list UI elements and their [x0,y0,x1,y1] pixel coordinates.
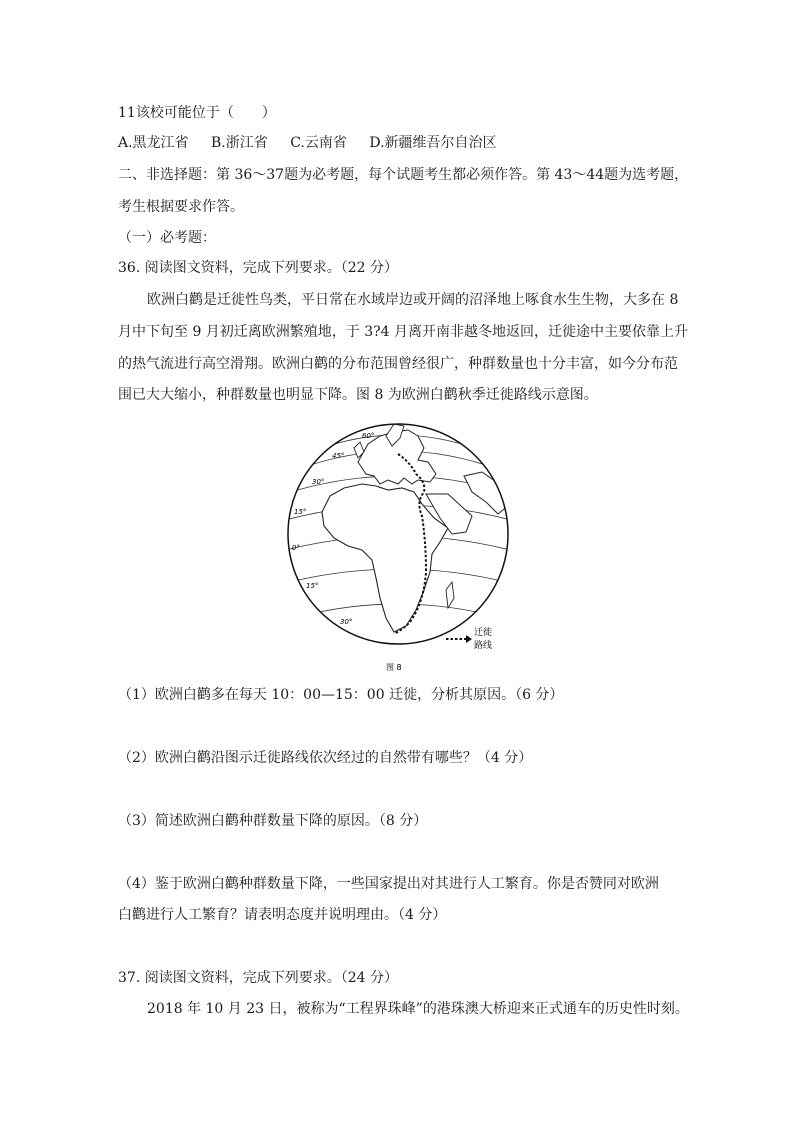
legend-label-line1: 迁徙 [474,628,493,638]
q11-stem: 11该校可能位于（ ） [118,105,276,121]
lat-label-15n: 15° [294,508,307,516]
q36-para-line3: 的热气流进行高空滑翔。欧洲白鹳的分布范围曾经很广，种群数量也十分丰富，如今分布范 [118,356,678,372]
q36-para-line4: 围已大大缩小，种群数量也明显下降。图 8 为欧洲白鹳秋季迁徙路线示意图。 [118,387,598,403]
legend-arrow-icon [466,635,472,643]
q11-options [118,134,515,152]
asia-edge [464,472,510,514]
migration-globe-figure [276,422,536,674]
q37-header: 37. 阅读图文资料，完成下列要求。（24 分） [118,970,398,986]
q36-sub3: （3）简述欧洲白鹳种群数量下降的原因。（8 分） [118,813,428,829]
figure-caption: 图 8 [386,663,402,672]
section2-line1: 二、非选择题：第 36～37题为必考题，每个试题考生都必须作答。第 43～44题为选考题， [118,167,689,183]
madagascar [446,582,454,608]
option-a: A.黑龙江省 [118,135,189,151]
option-c: C.云南省 [290,135,347,151]
q36-sub4-line1: （4）鉴于欧洲白鹳种群数量下降，一些国家提出对其进行人工繁育。你是否赞同对欧洲 [118,876,659,892]
lat-label-30n: 30° [312,478,325,486]
globe-svg [276,422,536,674]
section2-line2: 考生根据要求作答。 [118,199,244,215]
q36-sub2: （2）欧洲白鹳沿图示迁徙路线依次经过的自然带有哪些？（4 分） [118,750,533,766]
q37-line1: 2018 年 10 月 23 日，被称为“工程界珠峰”的港珠澳大桥迎来正式通车的历史性时刻。 [147,1001,689,1017]
lat-label-15s: 15° [306,582,319,590]
required-heading: （一）必考题： [118,230,216,246]
q36-sub4-line2: 白鹳进行人工繁育？请表明态度并说明理由。（4 分） [118,907,447,923]
q36-para-line1: 欧洲白鹳是迁徙性鸟类，平日常在水域岸边或开阔的沼泽地上啄食水生生物，大多在 8 [147,292,679,308]
q36-para-line2: 月中下旬至 9 月初迁离欧洲繁殖地，于 3?4 月离开南非越冬地返回，迁徙途中主要依靠上升 [118,324,689,340]
lat-label-45n: 45° [332,452,345,460]
q36-header: 36. 阅读图文资料，完成下列要求。（22 分） [118,260,398,276]
lat-label-equator: 0° [292,544,300,552]
option-d: D.新疆维吾尔自治区 [369,135,497,151]
option-b: B.浙江省 [211,135,268,151]
legend-label-line2: 路线 [474,641,493,651]
q36-sub1: （1）欧洲白鹳多在每天 10：00—15：00 迁徙，分析其原因。（6 分） [118,687,564,703]
lat-label-30s: 30° [340,618,353,626]
lat-label-60n: 60° [362,432,375,440]
